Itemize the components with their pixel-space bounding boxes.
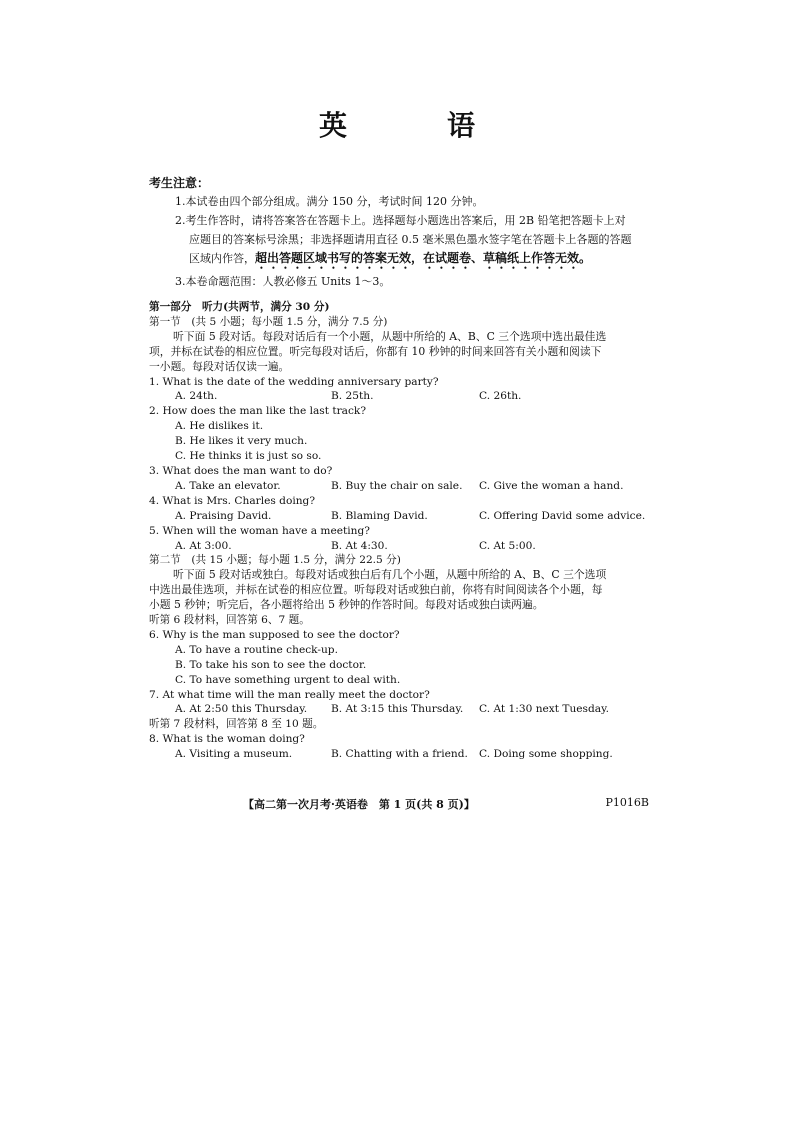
notice-item-2-end xyxy=(175,249,645,272)
option-c: C. To have something urgent to deal with. xyxy=(175,673,401,686)
sec2-title: 第二节 (共 15 小题；每小题 1.5 分，满分 22.5 分) xyxy=(149,554,401,567)
sec2-instr-3: 小题 5 秒钟；听完后，各小题将给出 5 秒钟的作答时间。每段对话或独白读两遍。 xyxy=(149,598,544,612)
option-b: B. Buy the chair on sale. xyxy=(331,479,463,492)
option-c: C. 26th. xyxy=(479,390,522,403)
option-a: A. 24th. xyxy=(175,390,218,403)
option-a: A. At 2:50 this Thursday. xyxy=(175,703,308,716)
question-2: 2. How does the man like the last track? xyxy=(149,405,367,418)
option-c: C. Offering David some advice. xyxy=(479,509,646,522)
material-6: 听第 6 段材料，回答第 6、7 题。 xyxy=(149,614,310,627)
option-a: A. At 3:00. xyxy=(175,539,232,552)
option-c: C. Doing some shopping. xyxy=(479,748,613,761)
page-title: 英 语 xyxy=(318,109,511,142)
question-1: 1. What is the date of the wedding anniversary party? xyxy=(149,375,439,388)
option-a: A. Visiting a museum. xyxy=(175,748,293,761)
sec2-instr-2: 中选出最佳选项，并标在试卷的相应位置。听每段对话或独白前，你将有时间阅读各个小题，每 xyxy=(149,583,603,597)
question-7-options xyxy=(149,702,649,717)
option-b: B. At 4:30. xyxy=(331,539,388,552)
option-a: A. To have a routine check-up. xyxy=(175,643,338,656)
notice-heading: 考生注意： xyxy=(149,176,210,190)
option-a: A. He dislikes it. xyxy=(175,420,264,433)
question-4: 4. What is Mrs. Charles doing? xyxy=(149,494,316,507)
question-5-options xyxy=(149,539,649,554)
listening-section xyxy=(149,300,649,762)
question-7: 7. At what time will the man really meet the doctor? xyxy=(149,688,430,701)
notice-item-2-cont: 应题目的答案标号涂黑；非选择题请用直径 0.5 毫米黑色墨水签字笔在答题卡上各题的答题 xyxy=(189,233,632,246)
notice-emphasis: 超出答题区域书写的答案无效，在试题卷、草稿纸上作答无效。 xyxy=(255,251,592,265)
question-3-options xyxy=(149,479,649,494)
option-b: B. He likes it very much. xyxy=(175,435,308,448)
footer-page-info: 【高二第一次月考·英语卷 第 1 页(共 8 页)】 xyxy=(243,798,475,811)
sec1-instr-3: 一小题。每段对话仅读一遍。 xyxy=(149,359,290,373)
notice-item-3: 3.本卷命题范围：人教必修五 Units 1～3。 xyxy=(175,275,391,288)
notice-item-1: 1.本试卷由四个部分组成。满分 150 分，考试时间 120 分钟。 xyxy=(175,195,484,208)
notice-item-2-tail: 区域内作答， xyxy=(189,252,255,265)
sec1-title: 第一节 (共 5 小题；每小题 1.5 分，满分 7.5 分) xyxy=(149,315,388,328)
option-a: A. Take an elevator. xyxy=(175,479,281,492)
notice-block xyxy=(175,192,645,291)
sec1-instr-1: 听下面 5 段对话。每段对话后有一个小题，从题中所给的 A、B、C 三个选项中选出最佳选 xyxy=(173,329,607,343)
question-8: 8. What is the woman doing? xyxy=(149,733,305,746)
option-b: B. 25th. xyxy=(331,390,374,403)
question-8-options xyxy=(149,747,649,762)
option-b: B. To take his son to see the doctor. xyxy=(175,658,367,671)
option-c: C. He thinks it is just so so. xyxy=(175,450,322,463)
option-b: B. At 3:15 this Thursday. xyxy=(331,703,464,716)
sec2-instr-1: 听下面 5 段对话或独白。每段对话或独白后有几个小题，从题中所给的 A、B、C 三个选项 xyxy=(173,568,607,582)
part1-title: 第一部分 听力(共两节，满分 30 分) xyxy=(149,301,330,313)
option-b: B. Blaming David. xyxy=(331,509,428,522)
footer-paper-code: P1016B xyxy=(605,796,649,809)
option-b: B. Chatting with a friend. xyxy=(331,748,468,761)
question-5: 5. When will the woman have a meeting? xyxy=(149,524,370,537)
question-4-options xyxy=(149,509,649,524)
option-c: C. At 1:30 next Tuesday. xyxy=(479,703,610,716)
option-c: C. Give the woman a hand. xyxy=(479,479,624,492)
question-1-options xyxy=(149,389,649,404)
option-c: C. At 5:00. xyxy=(479,539,536,552)
notice-item-2: 2.考生作答时，请将答案答在答题卡上。选择题每小题选出答案后，用 2B 铅笔把答题卡上对 xyxy=(175,214,626,227)
question-3: 3. What does the man want to do? xyxy=(149,464,333,477)
option-a: A. Praising David. xyxy=(175,509,272,522)
material-7: 听第 7 段材料，回答第 8 至 10 题。 xyxy=(149,718,324,731)
sec1-instr-2: 项，并标在试卷的相应位置。听完每段对话后，你都有 10 秒钟的时间来回答有关小题和阅读下 xyxy=(149,344,602,358)
question-6: 6. Why is the man supposed to see the doctor? xyxy=(149,628,400,641)
